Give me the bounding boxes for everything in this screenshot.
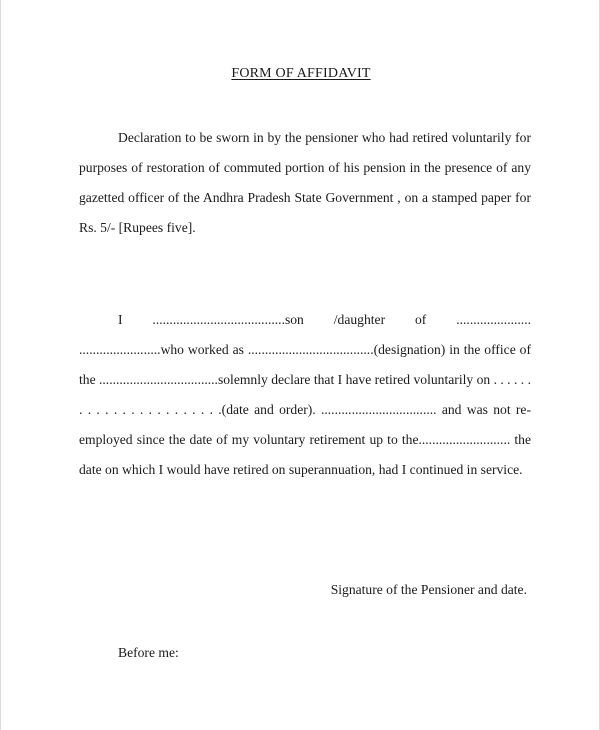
signature-line: Signature of the Pensioner and date. xyxy=(330,582,527,597)
before-me-label: Before me: xyxy=(118,645,179,660)
affidavit-statement-paragraph: I .......................................son /daughter of ...................... ........................who worked as .....................................(designation) in the office of the ...................................solemnly declare that I have retired voluntarily on . . . . . . . . . . . . . . . . . . . . . . .(date and order). .................................. and was not re-employed since the date of my voluntary retirement up to the........................... the date on which I would have retired on superannuation, had I continued in service. xyxy=(79,312,531,477)
document-title-text: FORM OF AFFIDAVIT xyxy=(231,66,371,81)
document-title xyxy=(1,66,600,82)
declaration-paragraph: Declaration to be sworn in by the pensioner who had retired voluntarily for purposes of restoration of commuted portion of his pension in the presence of any gazetted officer of the Andhra Pradesh State Government , on a stamped paper for Rs. 5/- [Rupees five]. xyxy=(79,130,531,235)
